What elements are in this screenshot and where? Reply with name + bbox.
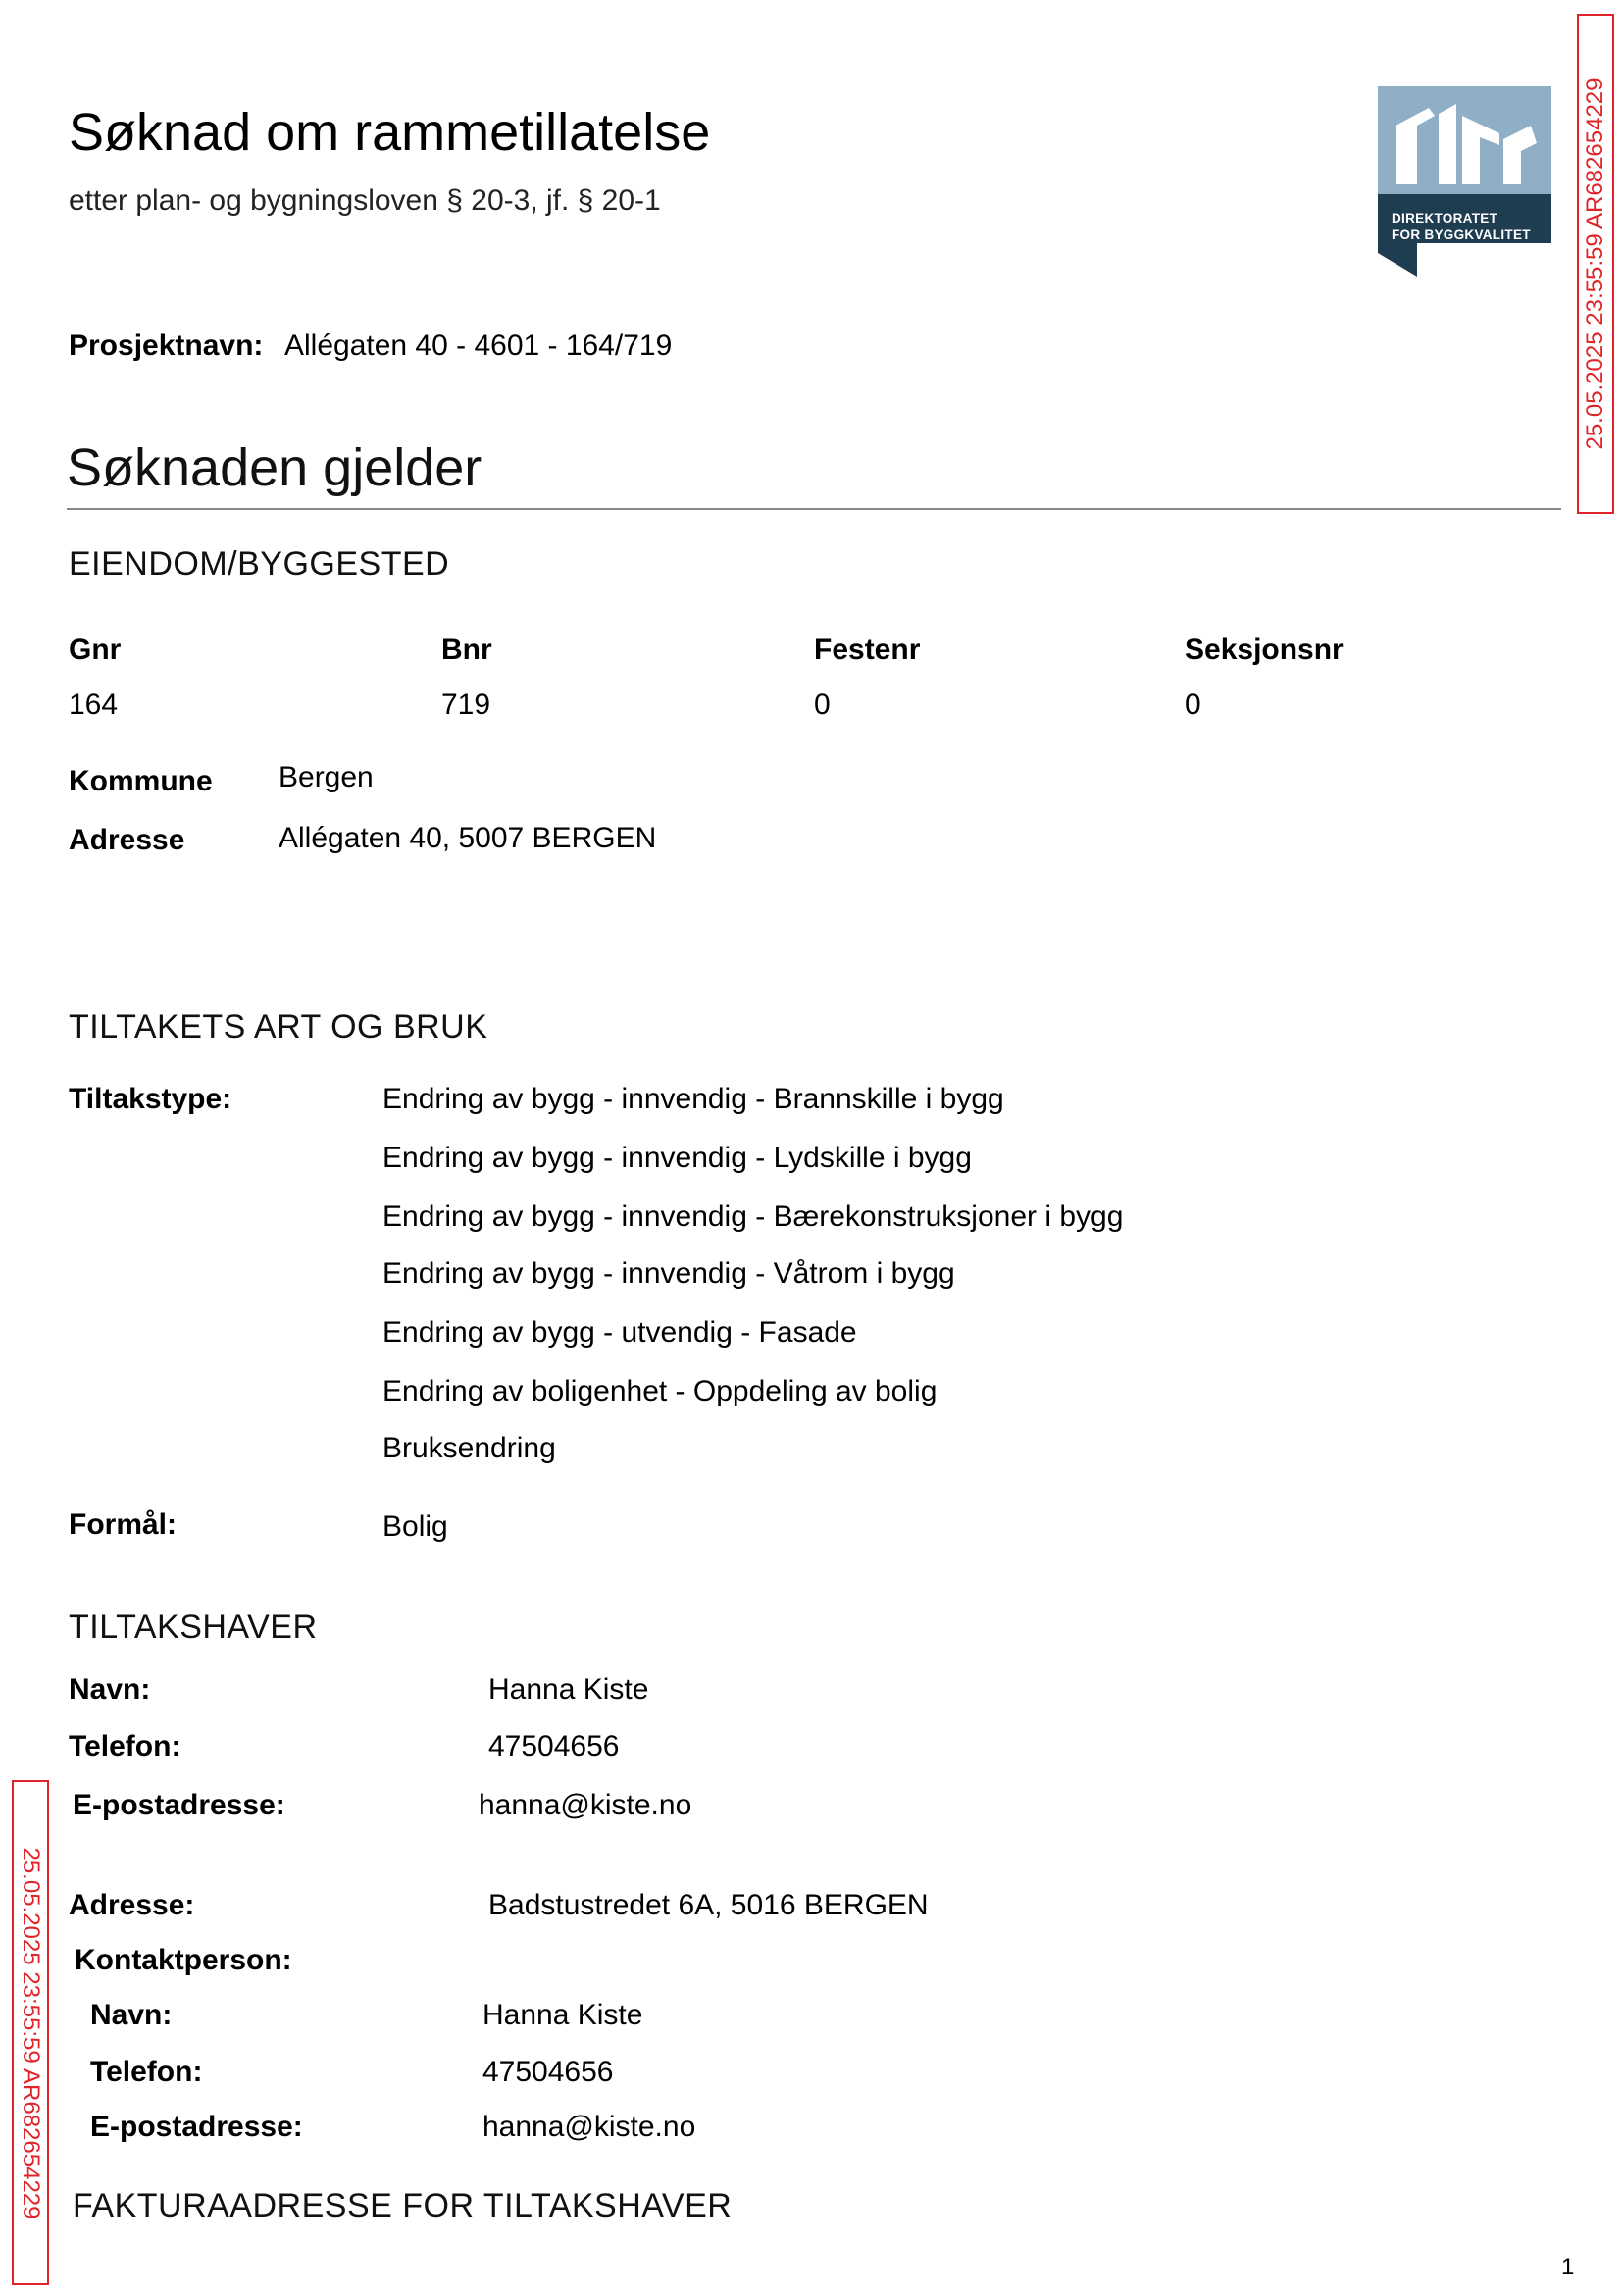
tiltakstype-item: Endring av boligenhet - Oppdeling av bolig [382, 1375, 938, 1407]
tiltakshaver-adresse-value: Badstustredet 6A, 5016 BERGEN [488, 1889, 929, 1921]
document-subtitle: etter plan- og bygningsloven § 20-3, jf. § 20-1 [69, 184, 661, 217]
section-title: Søknaden gjelder [67, 438, 482, 497]
tiltak-heading: TILTAKETS ART OG BRUK [69, 1008, 488, 1045]
seksjonsnr-value: 0 [1185, 688, 1201, 721]
section-divider [67, 508, 1561, 510]
faktura-heading: FAKTURAADRESSE FOR TILTAKSHAVER [73, 2187, 733, 2224]
project-label: Prosjektnavn: [69, 330, 264, 362]
tiltakstype-item: Endring av bygg - innvendig - Lydskille i bygg [382, 1142, 972, 1174]
dibk-logo-icon [1378, 86, 1551, 277]
tiltakstype-label: Tiltakstype: [69, 1083, 232, 1115]
tiltakstype-item: Endring av bygg - innvendig - Våtrom i bygg [382, 1257, 955, 1290]
logo-line-2: FOR BYGGKVALITET [1392, 228, 1531, 242]
stamp-text: 25.05.2025 23:55:59 AR682654229 [18, 1846, 44, 2219]
tiltakstype-item: Endring av bygg - utvendig - Fasade [382, 1316, 857, 1349]
formal-value: Bolig [382, 1510, 448, 1543]
tiltakshaver-adresse-label: Adresse: [69, 1889, 195, 1921]
page-number: 1 [1561, 2254, 1575, 2280]
kommune-value: Bergen [279, 761, 374, 793]
tiltakstype-item: Endring av bygg - innvendig - Brannskille i bygg [382, 1083, 1004, 1115]
seksjonsnr-label: Seksjonsnr [1185, 634, 1344, 666]
property-heading: EIENDOM/BYGGESTED [69, 545, 450, 583]
tiltakshaver-telefon-value: 47504656 [488, 1730, 620, 1762]
tiltakshaver-epost-label: E-postadresse: [73, 1789, 285, 1821]
adresse-value: Allégaten 40, 5007 BERGEN [279, 822, 657, 854]
kontakt-telefon-value: 47504656 [482, 2056, 614, 2088]
dibk-logo-text [1392, 210, 1531, 243]
tiltakstype-item: Endring av bygg - innvendig - Bærekonstruksjoner i bygg [382, 1200, 1124, 1233]
kontakt-telefon-label: Telefon: [90, 2056, 203, 2088]
kontakt-epost-value: hanna@kiste.no [482, 2111, 696, 2143]
bnr-value: 719 [441, 688, 491, 721]
timestamp-stamp-left [12, 1780, 49, 2285]
tiltakshaver-navn-value: Hanna Kiste [488, 1673, 649, 1706]
project-value: Allégaten 40 - 4601 - 164/719 [284, 330, 673, 362]
kontaktperson-label: Kontaktperson: [75, 1944, 292, 1976]
stamp-text: 25.05.2025 23:55:59 AR682654229 [1582, 77, 1608, 450]
gnr-label: Gnr [69, 634, 122, 666]
kontakt-navn-label: Navn: [90, 1999, 173, 2031]
timestamp-stamp-top [1577, 14, 1614, 514]
gnr-value: 164 [69, 688, 119, 721]
formal-label: Formål: [69, 1508, 178, 1541]
tiltakshaver-heading: TILTAKSHAVER [69, 1608, 318, 1646]
logo-line-1: DIREKTORATET [1392, 211, 1498, 226]
tiltakshaver-epost-value: hanna@kiste.no [479, 1789, 692, 1821]
kontakt-navn-value: Hanna Kiste [482, 1999, 643, 2031]
tiltakstype-item: Bruksendring [382, 1432, 556, 1464]
festenr-value: 0 [814, 688, 831, 721]
festenr-label: Festenr [814, 634, 921, 666]
bnr-label: Bnr [441, 634, 492, 666]
dibk-logo [1378, 86, 1551, 277]
tiltakshaver-navn-label: Navn: [69, 1673, 151, 1706]
kontakt-epost-label: E-postadresse: [90, 2111, 303, 2143]
document-title: Søknad om rammetillatelse [69, 103, 711, 162]
tiltakshaver-telefon-label: Telefon: [69, 1730, 181, 1762]
adresse-label: Adresse [69, 824, 185, 856]
kommune-label: Kommune [69, 765, 213, 797]
